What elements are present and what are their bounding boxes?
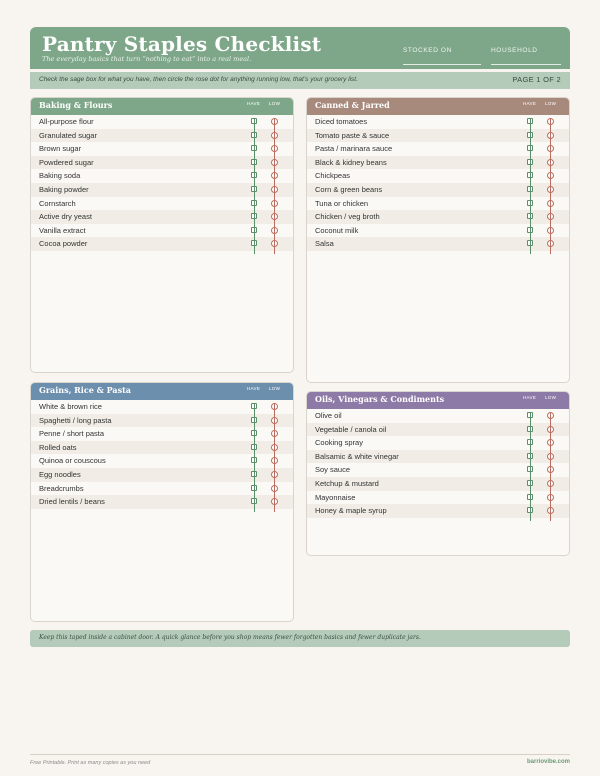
section-card-canned [306, 97, 570, 383]
item-label: Chicken / veg broth [315, 212, 380, 222]
item-label: Diced tomatoes [315, 117, 368, 126]
item-label: Vegetable / canola oil [315, 424, 387, 434]
have-column-label: HAVE [247, 101, 261, 106]
item-label: Mayonnaise [315, 492, 356, 502]
section-card-baking [30, 97, 294, 373]
have-column-label: HAVE [247, 386, 261, 391]
footer-disclaimer: Free Printable. Print as many copies as you need [30, 760, 151, 766]
tip-banner [30, 630, 570, 647]
low-column-label: LOW [545, 395, 557, 400]
section-header [31, 383, 293, 400]
stocked-on-label: STOCKED ON [403, 47, 452, 54]
item-label: Soy sauce [315, 465, 351, 475]
footer-divider [30, 754, 570, 755]
page-indicator: PAGE 1 OF 2 [512, 75, 561, 84]
item-label: Granulated sugar [39, 130, 97, 140]
low-column-label: LOW [269, 386, 281, 391]
low-column-label: LOW [269, 101, 281, 106]
item-label: Cooking spray [315, 438, 363, 448]
have-column-line [254, 403, 255, 512]
item-label: Ketchup & mustard [315, 478, 379, 488]
item-label: Chickpeas [315, 171, 351, 181]
household-field[interactable] [491, 64, 561, 65]
item-label: Black & kidney beans [315, 157, 387, 167]
item-label: Cocoa powder [39, 239, 88, 249]
item-label: Tuna or chicken [315, 198, 369, 208]
item-label: Honey & maple syrup [315, 506, 387, 516]
section-header [307, 392, 569, 409]
footer-website-link[interactable]: barriovibe.com [526, 759, 570, 765]
item-label: Breadcrumbs [39, 483, 84, 493]
section-card-oils [306, 391, 570, 556]
have-column-line [254, 118, 255, 254]
low-column-line [274, 118, 275, 254]
item-list [31, 400, 293, 509]
have-column-label: HAVE [523, 101, 537, 106]
low-column-label: LOW [545, 101, 557, 106]
item-label: Brown sugar [39, 144, 82, 154]
item-label: Salsa [315, 239, 334, 249]
item-label: Quinoa or couscous [39, 456, 106, 466]
section-header [31, 98, 293, 115]
item-list [307, 115, 569, 251]
low-column-line [550, 118, 551, 254]
instructions-bar [30, 72, 570, 89]
item-label: Balsamic & white vinegar [315, 451, 399, 461]
item-label: Baking powder [39, 184, 89, 194]
section-title: Baking & Flours [39, 100, 113, 110]
section-title: Canned & Jarred [315, 100, 390, 110]
have-column-line [530, 118, 531, 254]
page-subtitle: The everyday basics that turn “nothing to eat” into a real meal. [42, 55, 252, 63]
item-label: Active dry yeast [39, 212, 92, 222]
item-label: Dried lentils / beans [39, 497, 105, 507]
stocked-on-field[interactable] [403, 64, 481, 65]
item-label: Tomato paste & sauce [315, 130, 390, 140]
item-label: Penne / short pasta [39, 429, 105, 439]
item-label: Corn & green beans [315, 184, 383, 194]
item-label: All-purpose flour [39, 117, 94, 126]
page-header [30, 27, 570, 69]
low-column-line [274, 403, 275, 512]
page-title: Pantry Staples Checklist [42, 32, 322, 56]
item-label: Cornstarch [39, 198, 76, 208]
section-title: Oils, Vinegars & Condiments [315, 394, 445, 404]
have-column-line [530, 412, 531, 521]
item-label: White & brown rice [39, 402, 102, 411]
have-column-label: HAVE [523, 395, 537, 400]
item-label: Egg noodles [39, 469, 81, 479]
item-label: Rolled oats [39, 442, 77, 452]
item-label: Coconut milk [315, 225, 359, 235]
item-label: Olive oil [315, 411, 342, 420]
item-list [307, 409, 569, 518]
item-label: Vanilla extract [39, 225, 86, 235]
low-column-line [550, 412, 551, 521]
tip-text: Keep this taped inside a cabinet door. A quick glance before you shop means fewer forgotten basics and fewer duplicate jars. [39, 634, 421, 641]
item-label: Pasta / marinara sauce [315, 144, 393, 154]
section-title: Grains, Rice & Pasta [39, 385, 131, 395]
item-label: Powdered sugar [39, 157, 94, 167]
section-card-grains [30, 382, 294, 622]
item-list [31, 115, 293, 251]
household-label: HOUSEHOLD [491, 47, 538, 54]
item-label: Baking soda [39, 171, 81, 181]
instructions-text: Check the sage box for what you have, then circle the rose dot for anything running low, that’s your grocery list. [39, 76, 358, 83]
section-header [307, 98, 569, 115]
item-label: Spaghetti / long pasta [39, 415, 112, 425]
